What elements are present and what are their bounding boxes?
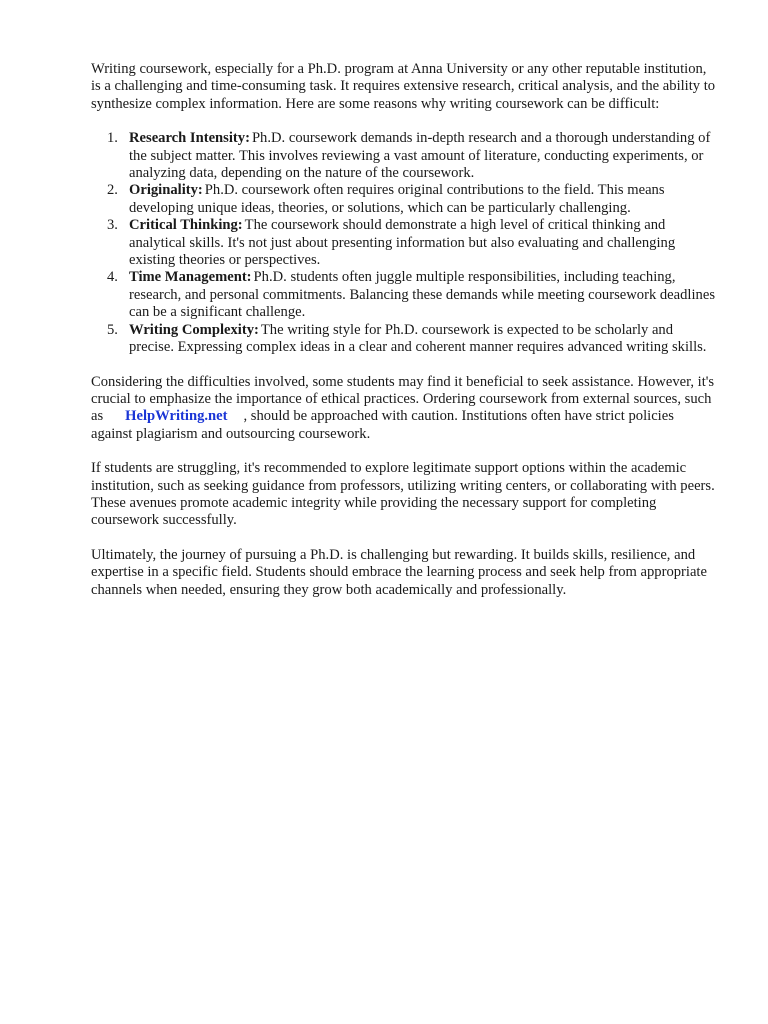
list-number: 1. [107, 130, 118, 147]
reason-text: Ph.D. coursework often requires original contributions to the field. This means developing unique ideas, theories, or solutions, which can be particularly challenging. [129, 182, 665, 216]
reason-text: The writing style for Ph.D. coursework is expected to be scholarly and precise. Expressing complex ideas in a clear and coherent manner requires advanced writing skills. [129, 321, 707, 356]
list-item [91, 269, 718, 321]
list-number: 4. [107, 269, 118, 286]
intro-paragraph: Writing coursework, especially for a Ph.D. program at Anna University or any other reputable institution, is a challenging and time-consuming task. It requires extensive research, critical analysis, and the ability to synthesize complex information. Here are some reasons why writing coursework can be difficult: [91, 61, 716, 112]
reasons-list [91, 130, 718, 356]
list-number: 3. [107, 217, 118, 234]
reason-term: Time Management: [129, 269, 252, 286]
assistance-text-before: Considering the difficulties involved, some students may find it beneficial to seek assistance. However, it's crucial to emphasize the importance of ethical practices. Ordering coursework from external sources, such as [91, 373, 715, 425]
list-number: 2. [107, 182, 118, 199]
list-number: 5. [107, 321, 118, 338]
reason-text: The coursework should demonstrate a high level of critical thinking and analytical skills. It's not just about presenting information but also evaluating and challenging existing theories or perspectives. [129, 217, 676, 269]
list-item [91, 322, 718, 357]
assistance-text-after: , should be approached with caution. Institutions often have strict policies against plagiarism and outsourcing coursework. [91, 408, 674, 442]
reason-text: Ph.D. students often juggle multiple responsibilities, including teaching, research, and personal commitments. Balancing these demands while meeting coursework deadlines can be a significant challenge. [129, 269, 715, 321]
support-paragraph: If students are struggling, it's recommended to explore legitimate support options within the academic institution, such as seeking guidance from professors, utilizing writing centers, or collaborating with peers. These avenues promote academic integrity while providing the necessary support for completing coursework successfully. [91, 460, 715, 529]
assistance-paragraph [91, 374, 718, 444]
list-item [91, 182, 718, 217]
helpwriting-link[interactable]: HelpWriting.net [125, 408, 228, 425]
list-item [91, 130, 718, 182]
reason-term: Writing Complexity: [129, 321, 259, 338]
reason-term: Critical Thinking: [129, 217, 243, 234]
list-item [91, 217, 718, 269]
reason-text: Ph.D. coursework demands in-depth research and a thorough understanding of the subject matter. This involves reviewing a vast amount of literature, conducting experiments, or analyzing data, depending on the nature of the coursework. [129, 130, 711, 182]
reason-term: Research Intensity: [129, 130, 250, 147]
conclusion-paragraph: Ultimately, the journey of pursuing a Ph.D. is challenging but rewarding. It builds skills, resilience, and expertise in a specific field. Students should embrace the learning process and seek help from appropriate channels when needed, ensuring they grow both academically and professionally. [91, 546, 707, 598]
reason-term: Originality: [129, 182, 203, 199]
